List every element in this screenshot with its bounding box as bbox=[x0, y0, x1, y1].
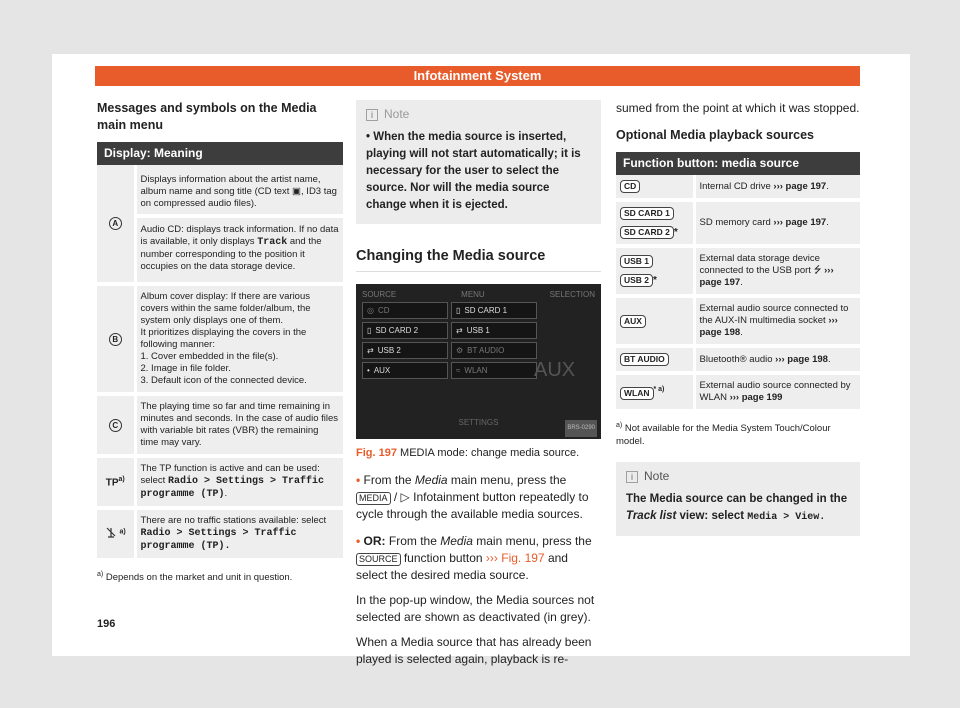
row-value: The playing time so far and time remaining in minutes and seconds. In the case of audio files with variable bit rates (VBR) the remaining time may vary. bbox=[135, 394, 343, 456]
table-row: SD CARD 1 SD CARD 2 * SD memory card ››› page 197. bbox=[616, 200, 860, 246]
no-traffic-icon bbox=[105, 530, 120, 541]
play-icon: ▷ bbox=[400, 490, 410, 504]
symbols-table bbox=[97, 165, 343, 562]
page-number: 196 bbox=[97, 618, 116, 630]
table-row: AUX External audio source connected to the AUX-IN multimedia socket ››› page 198. bbox=[616, 296, 860, 346]
wlan-button: WLAN bbox=[620, 387, 654, 400]
media-screen-figure bbox=[356, 284, 601, 439]
source-sd1: ▯ SD CARD 1 bbox=[451, 302, 537, 319]
bullet-1: • From the Media main menu, press the MEDIA / ▷ Infotainment button repeatedly to cycle through the available media sources. bbox=[356, 473, 589, 521]
aux-button: AUX bbox=[620, 315, 646, 328]
source-cd: ◎ CD bbox=[362, 302, 448, 319]
table-row: CD Internal CD drive ››› page 197. bbox=[616, 175, 860, 200]
sd1-button: SD CARD 1 bbox=[620, 207, 674, 220]
row-key: C bbox=[97, 394, 135, 456]
note-box: i Note • When the media source is inserted, playing will not start automatically; it is necessary for the user to select the source. Nor will the media source change when it is ejected. bbox=[356, 100, 601, 224]
table-row bbox=[97, 165, 343, 284]
figure-code: BRS-0290 bbox=[565, 420, 597, 437]
media-key-icon: MEDIA bbox=[356, 492, 391, 505]
paragraph: sumed from the point at which it was stopped. bbox=[616, 101, 860, 115]
screen-settings: SETTINGS bbox=[458, 418, 499, 427]
page-header: Infotainment System bbox=[95, 66, 860, 86]
footnote: $^{a)}$ Depends on the market and unit in question. bbox=[97, 571, 293, 584]
source-bt: ⚙ BT AUDIO bbox=[451, 342, 537, 359]
column-1 bbox=[97, 100, 343, 584]
note-text: The Media source can be changed in the Track list view: select Media > View. bbox=[626, 493, 848, 524]
row-key: B bbox=[97, 284, 135, 394]
usb2-button: USB 2 bbox=[620, 274, 653, 287]
tab-selection: SELECTION bbox=[549, 290, 595, 299]
info-icon: i bbox=[626, 471, 638, 483]
section-title: Changing the Media source bbox=[356, 248, 601, 272]
row-key: TP$^{a)}$ bbox=[97, 456, 135, 508]
row-value: Album cover display: If there are various covers within the same folder/album, the system only displays one of them. It prioritizes displaying the covers in the following manner: 1. Cover embedded in the file(s). 2. Image in file folder. 3. Default icon of the connected device. bbox=[135, 284, 343, 394]
usb1-button: USB 1 bbox=[620, 255, 653, 268]
source-sd2: ▯ SD CARD 2 bbox=[362, 322, 448, 339]
column-3 bbox=[616, 100, 860, 536]
table-row: USB 1 USB 2 * External data storage device connected to the USB port ⭍ ››› page 197. bbox=[616, 246, 860, 296]
figure-caption: Fig. 197 MEDIA mode: change media source. bbox=[356, 447, 580, 459]
sd2-button: SD CARD 2 bbox=[620, 226, 674, 239]
row-key: a) bbox=[97, 508, 135, 560]
row-value: There are no traffic stations available: select Radio > Settings > Traffic programme (TP). bbox=[135, 508, 343, 560]
column-2 bbox=[356, 100, 601, 668]
cd-button: CD bbox=[620, 180, 640, 193]
fig-link[interactable]: ››› Fig. 197 bbox=[485, 551, 545, 565]
note-text: • When the media source is inserted, playing will not start automatically; it is necessary for the user to select the source. Nor will the media source change when it is ejected. bbox=[366, 131, 581, 211]
row-key: A bbox=[97, 165, 135, 284]
table-header: Display: Meaning bbox=[97, 142, 343, 165]
info-icon: i bbox=[366, 109, 378, 121]
note-box: i Note The Media source can be changed in the Track list view: select Media > View. bbox=[616, 462, 860, 536]
section-title-messages: Messages and symbols on the Media main menu bbox=[97, 101, 317, 132]
table-row bbox=[97, 284, 343, 394]
table-row: WLAN $^{* a)}$ External audio source connected by WLAN ››› page 199 bbox=[616, 373, 860, 411]
footnote: $^{a)}$ Not available for the Media System Touch/Colour model. bbox=[616, 422, 831, 448]
bt-audio-button: BT AUDIO bbox=[620, 353, 669, 366]
table-row bbox=[97, 456, 343, 508]
source-aux: • AUX bbox=[362, 362, 448, 379]
tab-source: SOURCE bbox=[362, 290, 397, 299]
row-value: Displays information about the artist name, album name and song title (CD text ▣, ID3 tag on compressed audio files). Audio CD: displays track information. If no data is available, it only displays Track and the number corresponding to the position it occupies on the data storage device. bbox=[135, 165, 343, 284]
row-value: The TP function is active and can be used: select Radio > Settings > Traffic programme (TP). bbox=[135, 456, 343, 508]
tab-menu: MENU bbox=[461, 290, 485, 299]
source-key: SOURCE bbox=[356, 553, 401, 566]
subtitle: Optional Media playback sources bbox=[616, 128, 814, 142]
table-header: Function button: media source bbox=[616, 152, 860, 175]
paragraph: In the pop-up window, the Media sources not selected are shown as deactivated (in grey). bbox=[356, 593, 595, 624]
table-row bbox=[97, 394, 343, 456]
table-row: BT AUDIO Bluetooth® audio ››› page 198. bbox=[616, 346, 860, 373]
source-wlan: ≈ WLAN bbox=[451, 362, 537, 379]
bullet-2: • OR: From the Media main menu, press the SOURCE function button ››› Fig. 197 and select the desired media source. bbox=[356, 534, 592, 582]
source-usb2: ⇄ USB 2 bbox=[362, 342, 448, 359]
sources-table bbox=[616, 175, 860, 413]
table-row bbox=[97, 508, 343, 560]
source-usb1: ⇄ USB 1 bbox=[451, 322, 537, 339]
paragraph: When a Media source that has already been played is selected again, playback is re- bbox=[356, 635, 592, 666]
screen-aux-label: AUX bbox=[534, 359, 576, 381]
